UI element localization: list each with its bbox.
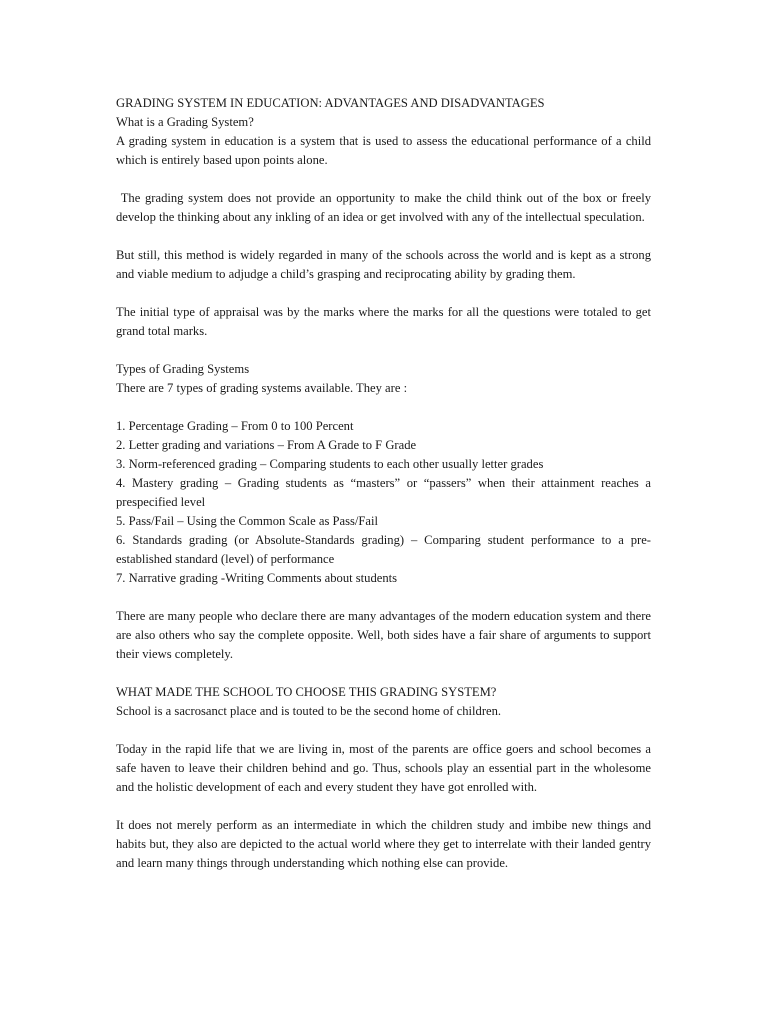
paragraph-rapid-life: Today in the rapid life that we are living in, most of the parents are office goers and school becomes a safe haven to leave their children behind and go. Thus, schools play an essential part in the wholesome and the holistic development of each and every student they have got enrolled with. xyxy=(116,742,651,794)
paragraph-gap xyxy=(116,588,651,607)
list-item: 2. Letter grading and variations – From A Grade to F Grade xyxy=(116,438,417,452)
document-page xyxy=(116,94,655,873)
document-title: GRADING SYSTEM IN EDUCATION: ADVANTAGES AND DISADVANTAGES xyxy=(116,96,545,110)
paragraph-gap xyxy=(116,664,651,683)
grading-types-list xyxy=(116,417,651,588)
paragraph-gap xyxy=(116,284,651,303)
section-heading-types: Types of Grading Systems xyxy=(116,362,250,376)
paragraph-gap xyxy=(116,398,651,417)
list-item: 7. Narrative grading -Writing Comments about students xyxy=(116,571,398,585)
list-item: 1. Percentage Grading – From 0 to 100 Percent xyxy=(116,419,354,433)
paragraph-limitation: The grading system does not provide an opportunity to make the child think out of the box or freely develop the thinking about any inkling of an idea or get involved with any of the intellectual speculation. xyxy=(116,191,655,224)
types-intro: There are 7 types of grading systems available. They are : xyxy=(116,381,408,395)
paragraph-gap xyxy=(116,227,651,246)
paragraph-definition: A grading system in education is a system that is used to assess the educational performance of a child which is entirely based upon points alone. xyxy=(116,134,651,167)
paragraph-advantages-debate: There are many people who declare there are many advantages of the modern education system and there are also others who say the complete opposite. Well, both sides have a fair share of arguments to support their views completely. xyxy=(116,609,651,661)
paragraph-school-sacrosanct: School is a sacrosanct place and is touted to be the second home of children. xyxy=(116,704,502,718)
paragraph-intermediate: It does not merely perform as an intermediate in which the children study and imbibe new things and habits but, they also are depicted to the actual world where they get to interrelate with their landed gentry and learn many things through understanding which nothing else can provide. xyxy=(116,818,651,870)
section-heading-what-is: What is a Grading System? xyxy=(116,115,254,129)
list-item: 5. Pass/Fail – Using the Common Scale as Pass/Fail xyxy=(116,514,379,528)
section-heading-school: WHAT MADE THE SCHOOL TO CHOOSE THIS GRADING SYSTEM? xyxy=(116,685,497,699)
paragraph-gap xyxy=(116,170,651,189)
paragraph-initial-appraisal: The initial type of appraisal was by the marks where the marks for all the questions were totaled to get grand total marks. xyxy=(116,305,651,338)
list-item: 3. Norm-referenced grading – Comparing students to each other usually letter grades xyxy=(116,457,544,471)
paragraph-gap xyxy=(116,721,651,740)
list-item: 6. Standards grading (or Absolute-Standards grading) – Comparing student performance to a pre-established standard (level) of performance xyxy=(116,533,651,566)
paragraph-gap xyxy=(116,797,651,816)
paragraph-widely-regarded: But still, this method is widely regarded in many of the schools across the world and is kept as a strong and viable medium to adjudge a child’s grasping and reciprocating ability by grading them. xyxy=(116,248,651,281)
list-item: 4. Mastery grading – Grading students as “masters” or “passers” when their attainment reaches a prespecified level xyxy=(116,476,651,509)
paragraph-gap xyxy=(116,341,651,360)
